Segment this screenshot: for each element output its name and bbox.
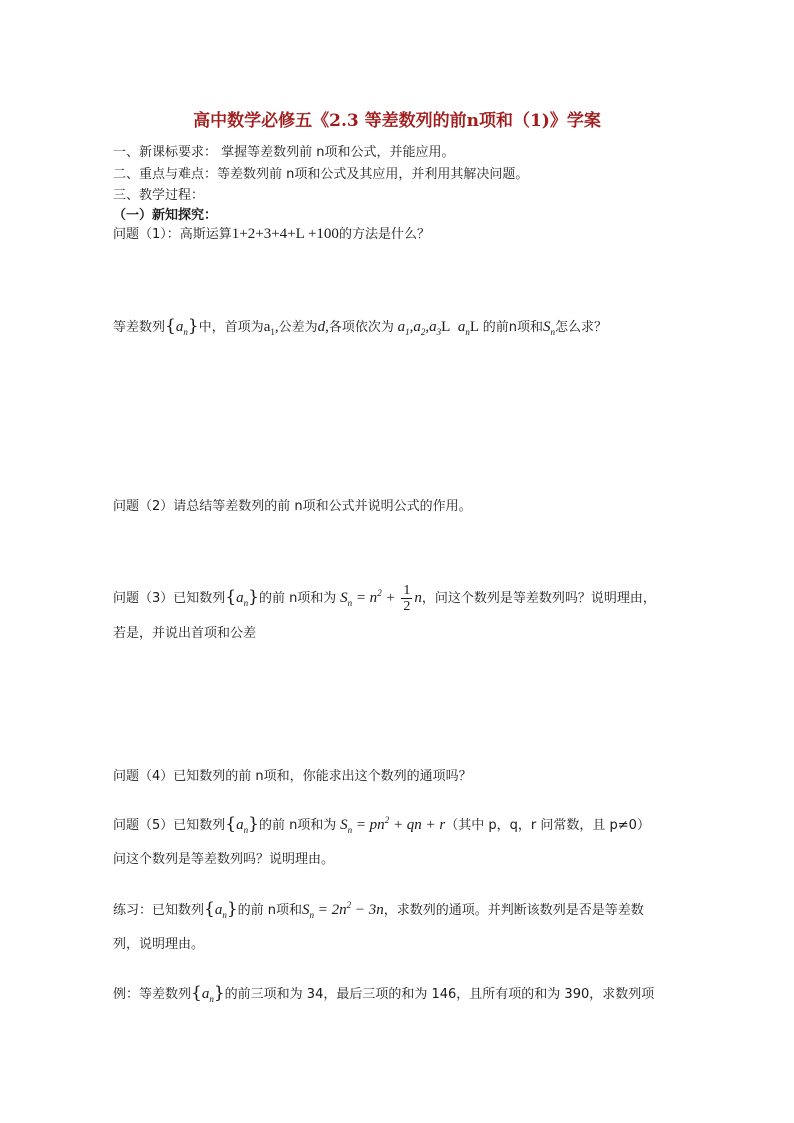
question-5 xyxy=(113,814,650,835)
first-term-symbol: $a_1$, xyxy=(263,319,279,337)
section-requirements: 一、新课标要求： 掌握等差数列前 n项和公式，并能应用。 xyxy=(113,145,455,160)
question-2: 问题（2）请总结等差数列的前 n项和公式并说明公式的作用。 xyxy=(113,499,472,514)
question-1-expression: 1+2+3+4+L +100 xyxy=(231,226,339,242)
q5-formula: $S_n = pn^2$ + qn + r xyxy=(336,815,446,835)
q3-formula: $S_n = n^2$ + xyxy=(336,588,400,608)
sequence-symbol: $\{a_n\}$ xyxy=(225,587,259,608)
question-5-line-2: 问这个数列是等差数列吗？说明理由。 xyxy=(113,852,335,867)
example xyxy=(113,983,654,1004)
arith-text-6: 怎么求？ xyxy=(554,320,607,335)
arith-text-5: 的前n项和 xyxy=(482,320,543,335)
page-title: 高中数学必修五《2.3 等差数列的前n项和（1)》学案 xyxy=(193,111,601,131)
example-text-2: 的前三项和为 34，最后三项的和为 146，且所有项的和为 390，求数列项 xyxy=(224,987,655,1002)
question-1-prefix: 问题（1）：高斯运算 xyxy=(113,227,232,242)
q5-text-3: （其中 p，q，r 问常数，且 p≠0） xyxy=(445,818,650,833)
section-new-knowledge: （一）新知探究： xyxy=(113,208,218,223)
q5-text-1: 问题（5）已知数列 xyxy=(113,818,226,833)
sequence-symbol: $\{a_n\}$ xyxy=(165,316,199,337)
example-text-1: 例：等差数列 xyxy=(113,987,192,1002)
question-4: 问题（4）已知数列的前 n项和，你能求出这个数列的通项吗？ xyxy=(113,769,472,784)
arith-text-3: 公差为 xyxy=(278,320,318,335)
practice-text-1: 练习：已知数列 xyxy=(113,903,205,918)
arith-text-1: 等差数列 xyxy=(113,320,166,335)
section-teaching-process: 三、教学过程： xyxy=(113,188,205,203)
q3-text-2: 的前 n项和为 xyxy=(258,591,337,606)
section-key-points: 二、重点与难点：等差数列前 n项和公式及其应用，并利用其解决问题。 xyxy=(113,167,529,182)
sum-symbol: $S_n$ xyxy=(542,319,555,337)
arith-text-2: 中，首项为 xyxy=(198,320,264,335)
practice-text-2: 的前 n项和 xyxy=(237,903,303,918)
sequence-symbol: $\{a_n\}$ xyxy=(191,983,225,1004)
practice xyxy=(113,899,644,920)
question-1 xyxy=(113,223,430,243)
terms-symbol: $a_1,a_2,a_3$ xyxy=(393,319,442,337)
arith-text-4: 各项依次为 xyxy=(328,320,394,335)
q3-text-1: 问题（3）已知数列 xyxy=(113,591,226,606)
question-3: 问题（3）已知数列$\{a_n\}$的前 n项和为 $S_n = n^2$ + $\frac{1}{2}$ n，问这个数列是等差数列吗？说明理由， xyxy=(113,583,656,614)
diff-symbol: d xyxy=(317,319,326,335)
practice-formula: $S_n = 2n^2 - 3n$ xyxy=(302,900,384,920)
question-3-line-2: 若是，并说出首项和公差 xyxy=(113,626,257,641)
arithmetic-sequence-question: 等差数列$\{a_n\}$中，首项为$a_1$,公差为d,各项依次为 $a_1,a_2,a_3L$ $a_nL$ 的前n项和$S_n$怎么求？ xyxy=(113,316,607,337)
q3-text-3: ，问这个数列是等差数列吗？说明理由， xyxy=(421,591,656,606)
q5-text-2: 的前 n项和为 xyxy=(258,818,337,833)
practice-line-2: 列，说明理由。 xyxy=(113,937,205,952)
sequence-symbol: $\{a_n\}$ xyxy=(204,899,238,920)
q3-fraction: $\frac{1}{2}$ xyxy=(403,583,411,614)
practice-text-3: ，求数列的通项。并判断该数列是否是等差数 xyxy=(383,903,644,918)
question-1-suffix: 的方法是什么？ xyxy=(338,227,430,242)
sequence-symbol: $\{a_n\}$ xyxy=(225,814,259,835)
